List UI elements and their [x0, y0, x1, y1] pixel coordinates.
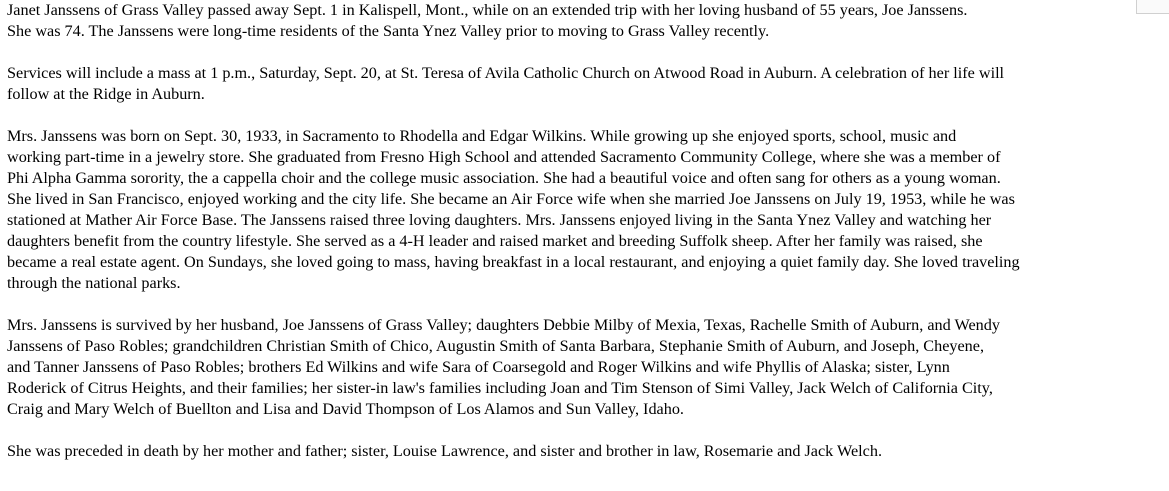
text-line: Janet Janssens of Grass Valley passed away Sept. 1 in Kalispell, Mont., while on an extended trip with her loving husband of 55 years, Joe Janssens.	[7, 1, 968, 19]
paragraph-biography	[7, 126, 1165, 294]
text-line: She lived in San Francisco, enjoyed working and the city life. She became an Air Force wife when she married Joe Janssens on July 19, 1953, while he was	[7, 190, 1015, 208]
text-line: Janssens of Paso Robles; grandchildren Christian Smith of Chico, Augustin Smith of Santa Barbara, Stephanie Smith of Auburn, and Joseph, Cheyene,	[7, 337, 984, 355]
text-line: Roderick of Citrus Heights, and their families; her sister-in law's families including Joan and Tim Stenson of Simi Valley, Jack Welch of California City,	[7, 379, 993, 397]
text-line: Mrs. Janssens was born on Sept. 30, 1933, in Sacramento to Rhodella and Edgar Wilkins. While growing up she enjoyed sports, school, music and	[7, 127, 957, 145]
text-line: stationed at Mather Air Force Base. The Janssens raised three loving daughters. Mrs. Janssens enjoyed living in the Santa Ynez Valley and watching her	[7, 211, 992, 229]
text-line: She was 74. The Janssens were long-time residents of the Santa Ynez Valley prior to moving to Grass Valley recently.	[7, 22, 770, 40]
paragraph-survivors	[7, 315, 1165, 420]
text-line: She was preceded in death by her mother and father; sister, Louise Lawrence, and sister and brother in law, Rosemarie and Jack Welch.	[7, 442, 883, 460]
text-line: follow at the Ridge in Auburn.	[7, 85, 205, 103]
text-line: became a real estate agent. On Sundays, she loved going to mass, having breakfast in a local restaurant, and enjoying a quiet family day. She loved traveling	[7, 253, 1020, 271]
text-line: daughters benefit from the country lifestyle. She served as a 4-H leader and raised market and breeding Suffolk sheep. After her family was raised, she	[7, 232, 983, 250]
text-line: Craig and Mary Welch of Buellton and Lisa and David Thompson of Los Alamos and Sun Valley, Idaho.	[7, 400, 684, 418]
paragraph-death-notice	[7, 0, 1165, 42]
text-line: Services will include a mass at 1 p.m., Saturday, Sept. 20, at St. Teresa of Avila Catholic Church on Atwood Road in Auburn. A celebration of her life will	[7, 64, 1005, 82]
text-line: Phi Alpha Gamma sorority, the a cappella choir and the college music association. She had a beautiful voice and often sang for others as a young woman.	[7, 169, 1001, 187]
text-line: through the national parks.	[7, 274, 181, 292]
text-line: and Tanner Janssens of Paso Robles; brothers Ed Wilkins and wife Sara of Coarsegold and Roger Wilkins and wife Phyllis of Alaska; sister, Lynn	[7, 358, 950, 376]
paragraph-preceded	[7, 441, 1165, 462]
paragraph-services	[7, 63, 1165, 105]
text-line: working part-time in a jewelry store. She graduated from Fresno High School and attended Sacramento Community College, where she was a member of	[7, 148, 1001, 166]
text-line: Mrs. Janssens is survived by her husband, Joe Janssens of Grass Valley; daughters Debbie Milby of Mexia, Texas, Rachelle Smith of Auburn, and Wendy	[7, 316, 1000, 334]
obituary-document	[7, 0, 1165, 483]
